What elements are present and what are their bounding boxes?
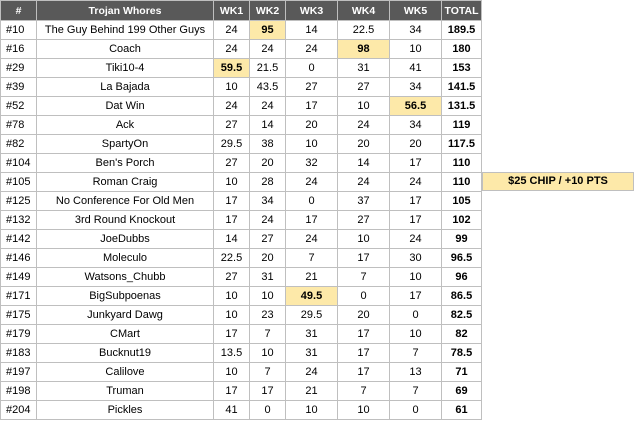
week-1-score-cell: 14	[214, 230, 250, 249]
week-1-score-cell: 29.5	[214, 135, 250, 154]
total-cell: 153	[442, 59, 482, 78]
week-5-score-cell: 0	[390, 306, 442, 325]
table-row	[1, 21, 482, 40]
total-cell: 117.5	[442, 135, 482, 154]
rank-cell: #78	[1, 116, 37, 135]
week-3-score-cell: 21	[286, 268, 338, 287]
week-5-score-cell: 17	[390, 211, 442, 230]
team-name-cell: Ben's Porch	[37, 154, 214, 173]
week-4-score-cell: 17	[338, 249, 390, 268]
week-4-score-cell: 10	[338, 401, 390, 420]
week-3-score-cell: 32	[286, 154, 338, 173]
rank-cell: #183	[1, 344, 37, 363]
week-4-score-cell: 20	[338, 135, 390, 154]
team-name-cell: Watsons_Chubb	[37, 268, 214, 287]
week-5-score-cell: 10	[390, 325, 442, 344]
table-row	[1, 78, 482, 97]
week-4-score-cell: 17	[338, 325, 390, 344]
total-cell: 110	[442, 173, 482, 192]
total-cell: 69	[442, 382, 482, 401]
total-cell: 96	[442, 268, 482, 287]
week-5-score-cell: 17	[390, 287, 442, 306]
week-5-score-cell: 10	[390, 40, 442, 59]
rank-cell: #29	[1, 59, 37, 78]
week-3-score-cell: 24	[286, 173, 338, 192]
week-2-score-cell: 10	[250, 344, 286, 363]
week-2-score-cell: 10	[250, 287, 286, 306]
week-1-score-cell: 13.5	[214, 344, 250, 363]
week-5-score-cell: 7	[390, 344, 442, 363]
table-row	[1, 135, 482, 154]
week-1-score-cell: 59.5	[214, 59, 250, 78]
week-3-score-cell: 17	[286, 97, 338, 116]
week-4-score-cell: 24	[338, 116, 390, 135]
team-name-cell: No Conference For Old Men	[37, 192, 214, 211]
week-2-score-cell: 28	[250, 173, 286, 192]
week-5-score-cell: 0	[390, 401, 442, 420]
team-name-cell: The Guy Behind 199 Other Guys	[37, 21, 214, 40]
week-1-score-cell: 17	[214, 325, 250, 344]
rank-cell: #52	[1, 97, 37, 116]
week-4-score-cell: 20	[338, 306, 390, 325]
table-row	[1, 211, 482, 230]
team-name-cell: CMart	[37, 325, 214, 344]
week-1-score-cell: 17	[214, 382, 250, 401]
week-4-score-cell: 10	[338, 97, 390, 116]
table-row	[1, 154, 482, 173]
week-5-score-cell: 10	[390, 268, 442, 287]
week-4-score-cell: 17	[338, 363, 390, 382]
week-1-score-cell: 24	[214, 21, 250, 40]
total-cell: 180	[442, 40, 482, 59]
week-4-score-cell: 27	[338, 78, 390, 97]
team-name-cell: Moleculo	[37, 249, 214, 268]
week-5-score-cell: 24	[390, 173, 442, 192]
week-5-score-cell: 34	[390, 21, 442, 40]
team-name-cell: BigSubpoenas	[37, 287, 214, 306]
header-wk4: WK4	[338, 1, 390, 21]
week-2-score-cell: 95	[250, 21, 286, 40]
rank-cell: #171	[1, 287, 37, 306]
table-row	[1, 382, 482, 401]
week-2-score-cell: 43.5	[250, 78, 286, 97]
week-1-score-cell: 27	[214, 154, 250, 173]
table-row	[1, 116, 482, 135]
week-3-score-cell: 31	[286, 325, 338, 344]
table-row	[1, 325, 482, 344]
week-4-score-cell: 24	[338, 173, 390, 192]
week-5-score-cell: 20	[390, 135, 442, 154]
rank-cell: #132	[1, 211, 37, 230]
week-4-score-cell: 7	[338, 268, 390, 287]
week-3-score-cell: 29.5	[286, 306, 338, 325]
week-1-score-cell: 10	[214, 287, 250, 306]
week-3-score-cell: 21	[286, 382, 338, 401]
week-1-score-cell: 10	[214, 173, 250, 192]
chip-bonus-note: $25 CHIP / +10 PTS	[482, 172, 634, 191]
header-wk3: WK3	[286, 1, 338, 21]
table-row	[1, 97, 482, 116]
week-5-score-cell: 17	[390, 154, 442, 173]
week-4-score-cell: 0	[338, 287, 390, 306]
table-row	[1, 344, 482, 363]
rank-cell: #82	[1, 135, 37, 154]
week-3-score-cell: 24	[286, 363, 338, 382]
week-4-score-cell: 14	[338, 154, 390, 173]
total-cell: 78.5	[442, 344, 482, 363]
week-3-score-cell: 14	[286, 21, 338, 40]
week-1-score-cell: 22.5	[214, 249, 250, 268]
week-5-score-cell: 30	[390, 249, 442, 268]
week-5-score-cell: 17	[390, 192, 442, 211]
week-5-score-cell: 41	[390, 59, 442, 78]
team-name-cell: Pickles	[37, 401, 214, 420]
week-1-score-cell: 17	[214, 211, 250, 230]
team-name-cell: Dat Win	[37, 97, 214, 116]
week-5-score-cell: 56.5	[390, 97, 442, 116]
total-cell: 110	[442, 154, 482, 173]
team-name-cell: 3rd Round Knockout	[37, 211, 214, 230]
week-5-score-cell: 24	[390, 230, 442, 249]
table-row	[1, 173, 482, 192]
rank-cell: #175	[1, 306, 37, 325]
week-1-score-cell: 24	[214, 97, 250, 116]
rank-cell: #125	[1, 192, 37, 211]
total-cell: 82.5	[442, 306, 482, 325]
total-cell: 71	[442, 363, 482, 382]
total-cell: 99	[442, 230, 482, 249]
rank-cell: #10	[1, 21, 37, 40]
team-name-cell: Coach	[37, 40, 214, 59]
week-4-score-cell: 98	[338, 40, 390, 59]
week-3-score-cell: 24	[286, 40, 338, 59]
rank-cell: #16	[1, 40, 37, 59]
header-team: Trojan Whores	[37, 1, 214, 21]
week-3-score-cell: 27	[286, 78, 338, 97]
week-2-score-cell: 0	[250, 401, 286, 420]
total-cell: 189.5	[442, 21, 482, 40]
table-row	[1, 192, 482, 211]
week-1-score-cell: 27	[214, 268, 250, 287]
team-name-cell: Roman Craig	[37, 173, 214, 192]
total-cell: 96.5	[442, 249, 482, 268]
total-cell: 119	[442, 116, 482, 135]
week-3-score-cell: 20	[286, 116, 338, 135]
week-3-score-cell: 17	[286, 211, 338, 230]
rank-cell: #142	[1, 230, 37, 249]
week-2-score-cell: 24	[250, 40, 286, 59]
week-5-score-cell: 13	[390, 363, 442, 382]
week-4-score-cell: 7	[338, 382, 390, 401]
week-1-score-cell: 41	[214, 401, 250, 420]
table-row	[1, 268, 482, 287]
team-name-cell: Junkyard Dawg	[37, 306, 214, 325]
week-2-score-cell: 17	[250, 382, 286, 401]
week-2-score-cell: 31	[250, 268, 286, 287]
week-1-score-cell: 17	[214, 192, 250, 211]
table-row	[1, 401, 482, 420]
rank-cell: #39	[1, 78, 37, 97]
total-cell: 131.5	[442, 97, 482, 116]
week-3-score-cell: 7	[286, 249, 338, 268]
table-row	[1, 249, 482, 268]
rank-cell: #204	[1, 401, 37, 420]
week-2-score-cell: 27	[250, 230, 286, 249]
week-3-score-cell: 10	[286, 401, 338, 420]
week-2-score-cell: 7	[250, 363, 286, 382]
week-4-score-cell: 10	[338, 230, 390, 249]
week-5-score-cell: 34	[390, 116, 442, 135]
week-1-score-cell: 10	[214, 78, 250, 97]
header-rank: #	[1, 1, 37, 21]
week-4-score-cell: 37	[338, 192, 390, 211]
total-cell: 86.5	[442, 287, 482, 306]
header-wk5: WK5	[390, 1, 442, 21]
week-1-score-cell: 27	[214, 116, 250, 135]
week-5-score-cell: 34	[390, 78, 442, 97]
total-cell: 141.5	[442, 78, 482, 97]
week-2-score-cell: 20	[250, 154, 286, 173]
rank-cell: #105	[1, 173, 37, 192]
rank-cell: #198	[1, 382, 37, 401]
team-name-cell: Ack	[37, 116, 214, 135]
week-4-score-cell: 31	[338, 59, 390, 78]
header-row	[1, 1, 482, 21]
week-3-score-cell: 0	[286, 59, 338, 78]
team-name-cell: JoeDubbs	[37, 230, 214, 249]
week-2-score-cell: 7	[250, 325, 286, 344]
team-name-cell: Tiki10-4	[37, 59, 214, 78]
rank-cell: #149	[1, 268, 37, 287]
table-row	[1, 230, 482, 249]
table-row	[1, 59, 482, 78]
team-name-cell: La Bajada	[37, 78, 214, 97]
team-name-cell: SpartyOn	[37, 135, 214, 154]
total-cell: 61	[442, 401, 482, 420]
week-3-score-cell: 49.5	[286, 287, 338, 306]
week-2-score-cell: 24	[250, 211, 286, 230]
week-2-score-cell: 14	[250, 116, 286, 135]
week-4-score-cell: 27	[338, 211, 390, 230]
table-row	[1, 287, 482, 306]
week-2-score-cell: 34	[250, 192, 286, 211]
rank-cell: #179	[1, 325, 37, 344]
week-2-score-cell: 38	[250, 135, 286, 154]
total-cell: 105	[442, 192, 482, 211]
week-1-score-cell: 24	[214, 40, 250, 59]
rank-cell: #104	[1, 154, 37, 173]
week-4-score-cell: 22.5	[338, 21, 390, 40]
table-row	[1, 40, 482, 59]
week-3-score-cell: 0	[286, 192, 338, 211]
team-name-cell: Calilove	[37, 363, 214, 382]
week-2-score-cell: 23	[250, 306, 286, 325]
week-2-score-cell: 20	[250, 249, 286, 268]
table-row	[1, 306, 482, 325]
week-1-score-cell: 10	[214, 306, 250, 325]
week-5-score-cell: 7	[390, 382, 442, 401]
week-4-score-cell: 17	[338, 344, 390, 363]
week-2-score-cell: 21.5	[250, 59, 286, 78]
rank-cell: #146	[1, 249, 37, 268]
team-name-cell: Bucknut19	[37, 344, 214, 363]
header-wk2: WK2	[250, 1, 286, 21]
week-1-score-cell: 10	[214, 363, 250, 382]
header-total: TOTAL	[442, 1, 482, 21]
table-row	[1, 363, 482, 382]
total-cell: 82	[442, 325, 482, 344]
week-3-score-cell: 24	[286, 230, 338, 249]
week-3-score-cell: 10	[286, 135, 338, 154]
total-cell: 102	[442, 211, 482, 230]
team-name-cell: Truman	[37, 382, 214, 401]
header-wk1: WK1	[214, 1, 250, 21]
week-2-score-cell: 24	[250, 97, 286, 116]
rank-cell: #197	[1, 363, 37, 382]
week-3-score-cell: 31	[286, 344, 338, 363]
